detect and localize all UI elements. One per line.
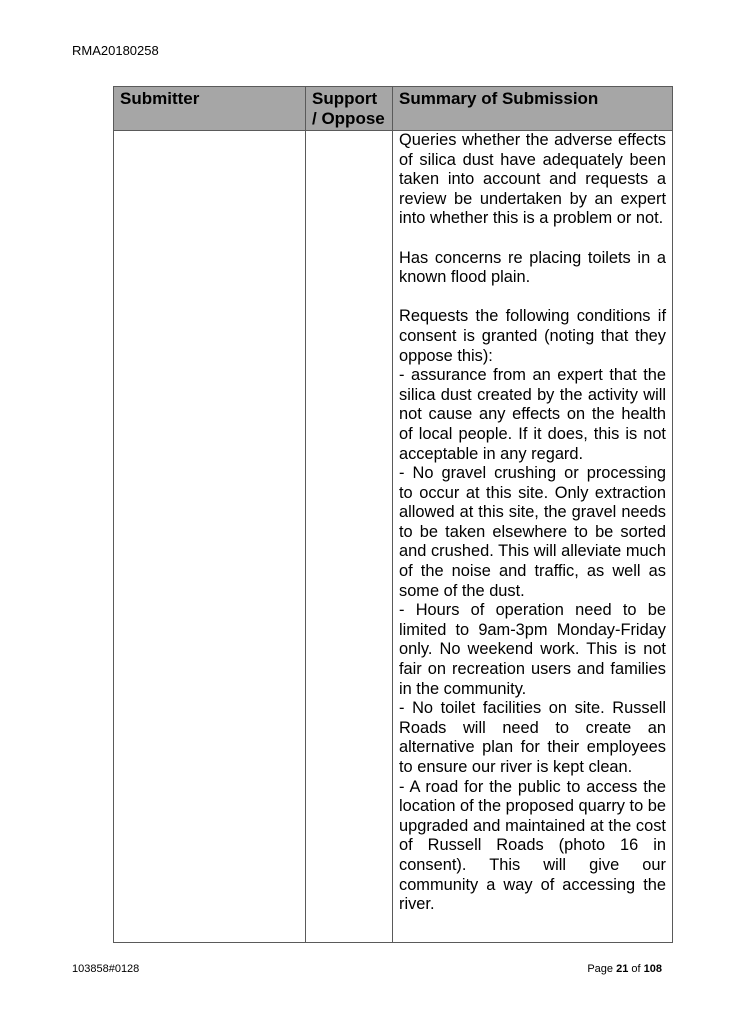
- summary-column-header: Summary of Submission: [393, 87, 673, 131]
- conditions-intro: Requests the following conditions if consent is granted (noting that they oppose this):: [399, 307, 666, 365]
- footer-document-number: 103858#0128: [72, 963, 140, 975]
- support-oppose-column-header: Support / Oppose: [306, 87, 393, 131]
- table-header-row: [114, 87, 673, 131]
- table-row: [114, 131, 673, 943]
- submissions-table: [113, 86, 673, 943]
- page-label: Page: [587, 963, 614, 975]
- support-oppose-cell: [306, 131, 393, 943]
- summary-cell: [393, 131, 673, 943]
- condition-item: - A road for the public to access the location of the proposed quarry to be upgraded and maintained at the cost of Russell Roads (photo 16 in consent). This will give our community a way of accessing the river.: [399, 777, 666, 914]
- conditions-block: [399, 307, 666, 914]
- page-of-label: of: [631, 963, 641, 975]
- condition-item: - No gravel crushing or processing to occur at this site. Only extraction allowed at this site, the gravel needs to be taken elsewhere to be sorted and crushed. This will alleviate much of the noise and traffic, as well as some of the dust.: [399, 464, 666, 600]
- page-total: 108: [643, 963, 662, 975]
- submitter-column-header: Submitter: [114, 87, 306, 131]
- condition-item: - assurance from an expert that the silica dust created by the activity will not cause any effects on the health of local people. If it does, this is not acceptable in any regard.: [399, 366, 666, 463]
- condition-item: - No toilet facilities on site. Russell Roads will need to create an alternative plan for their employees to ensure our river is kept clean.: [399, 699, 666, 776]
- document-reference: RMA20180258: [72, 43, 159, 58]
- page-current: 21: [616, 963, 629, 975]
- summary-paragraph: Queries whether the adverse effects of silica dust have adequately been taken into account and requests a review be undertaken by an expert into whether this is a problem or not.: [399, 131, 666, 228]
- submitter-cell: [114, 131, 306, 943]
- footer-page-number: [587, 962, 662, 976]
- condition-item: - Hours of operation need to be limited to 9am-3pm Monday-Friday only. No weekend work. This is not fair on recreation users and families in the community.: [399, 601, 666, 698]
- summary-paragraph: Has concerns re placing toilets in a known flood plain.: [399, 248, 666, 287]
